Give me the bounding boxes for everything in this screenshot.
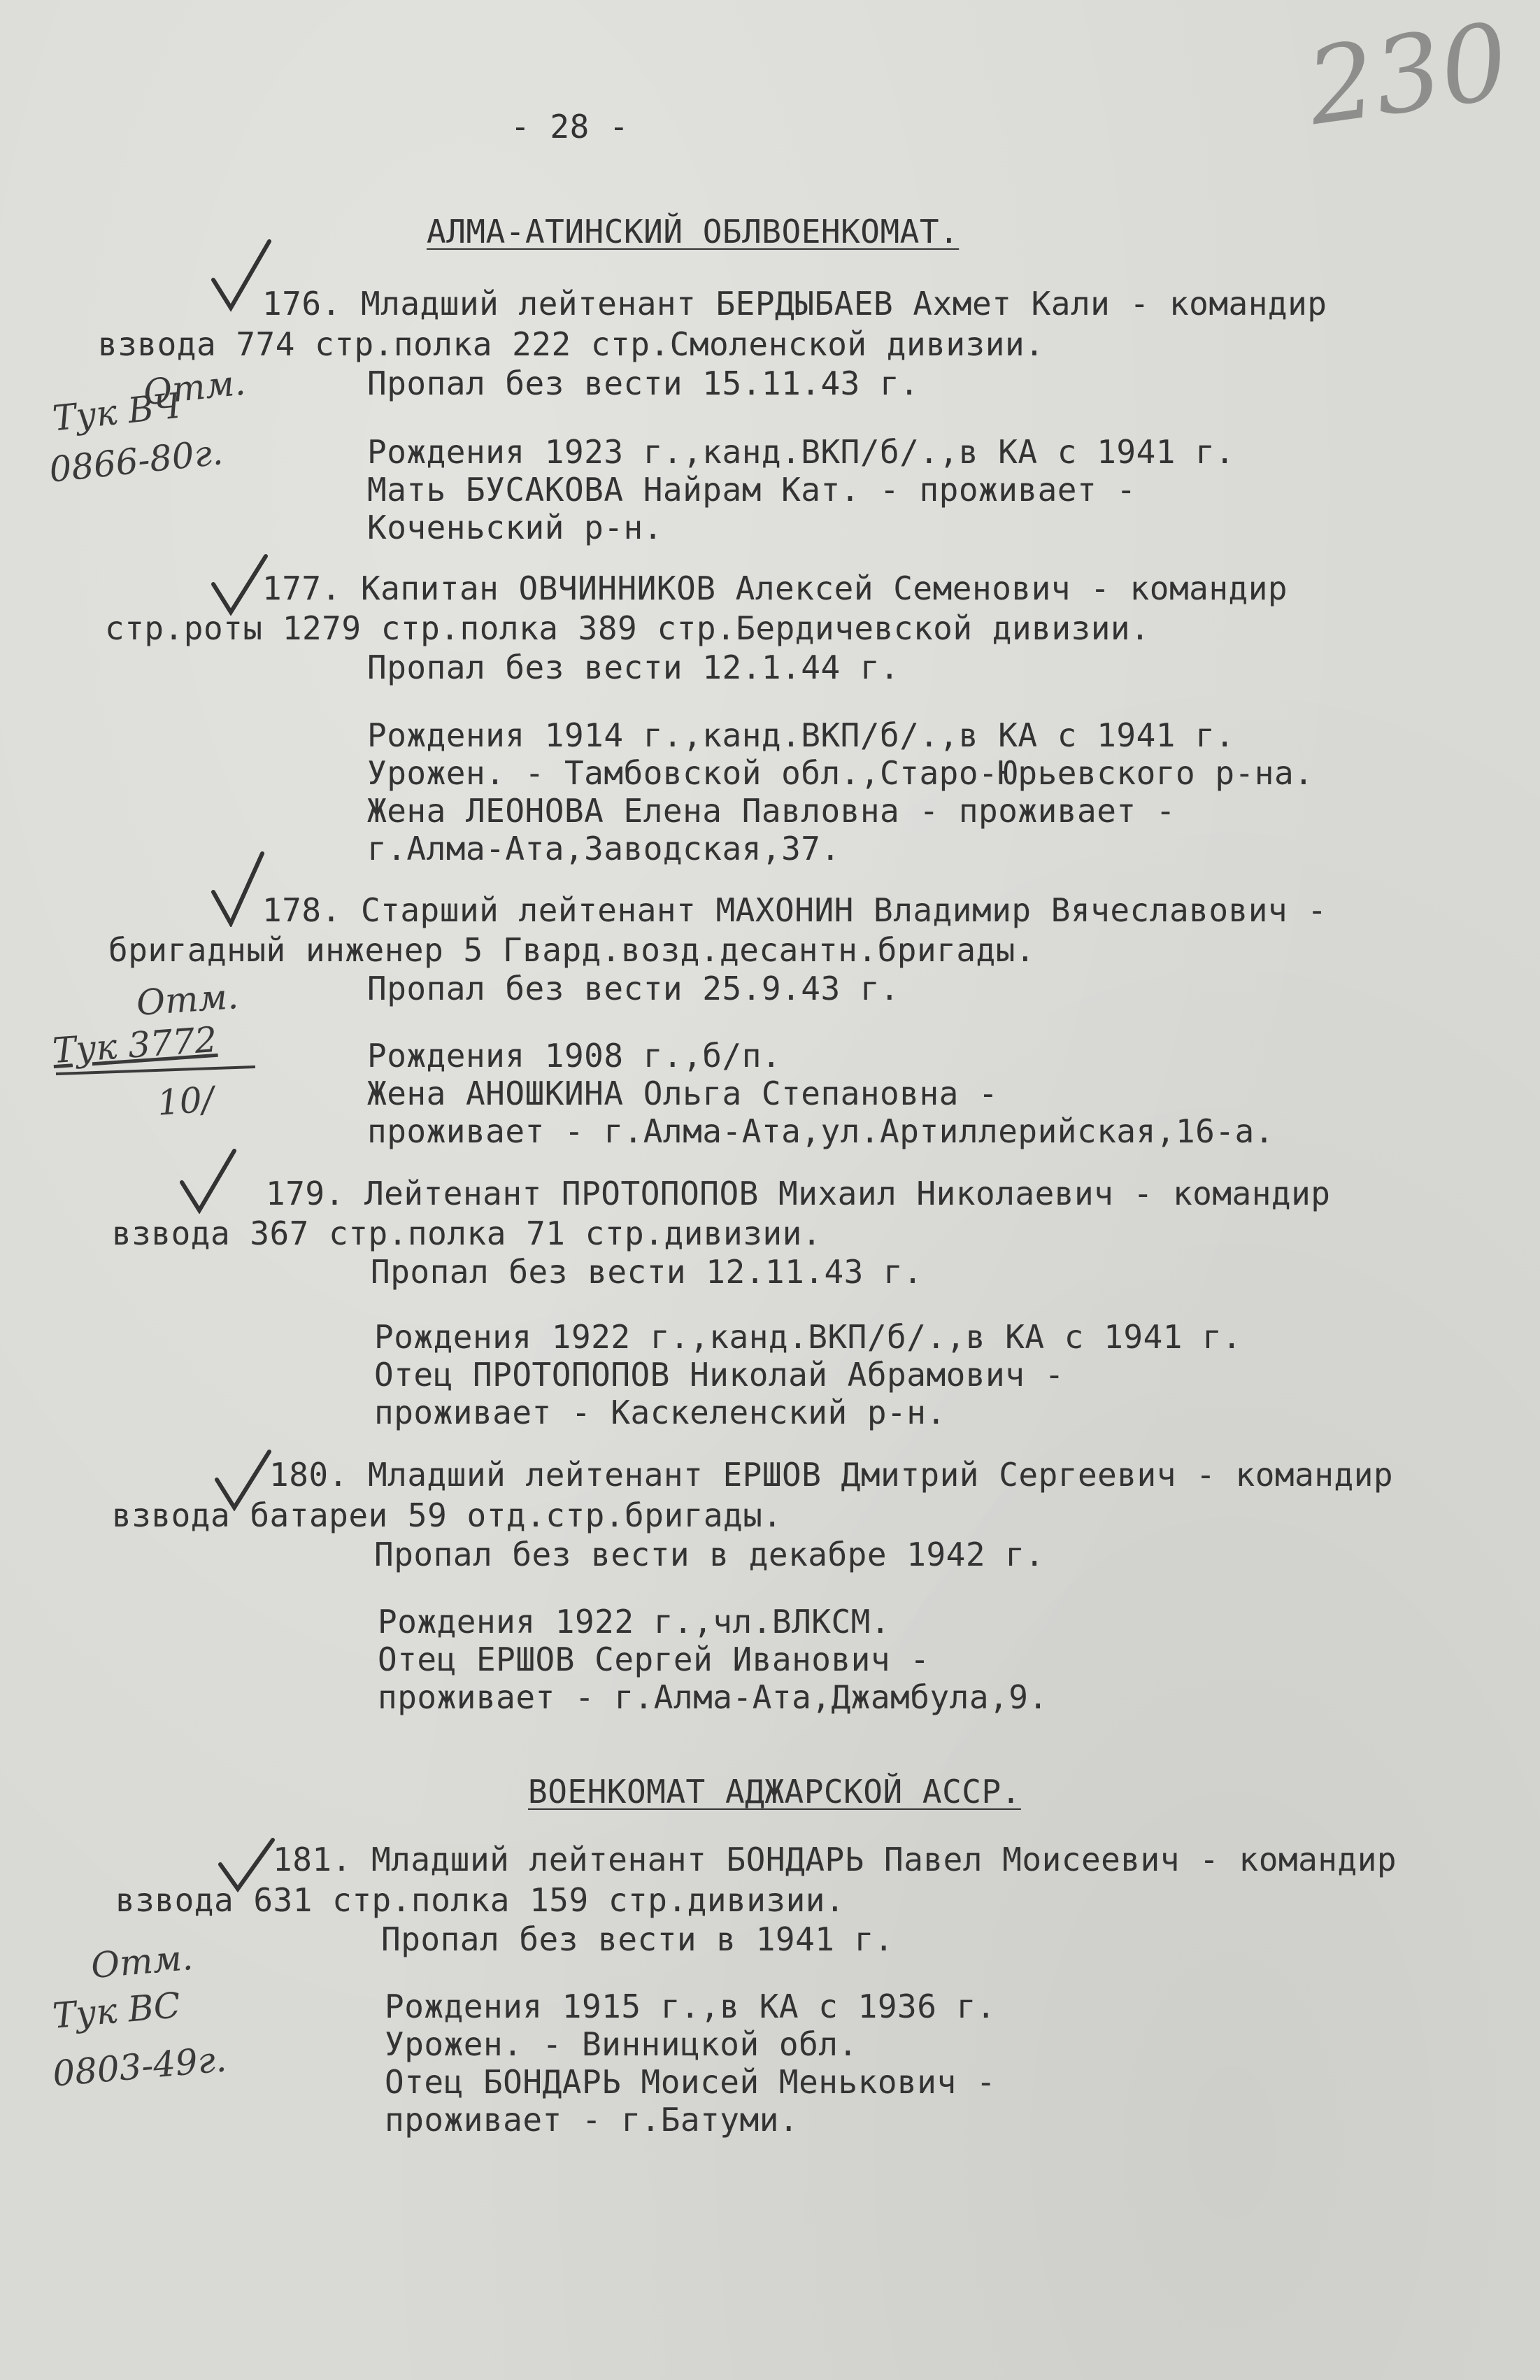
entry-detail: Рождения 1923 г.,канд.ВКП/б/.,в КА с 1941 г. bbox=[367, 433, 1235, 471]
entry-detail: г.Алма-Ата,Заводская,37. bbox=[367, 830, 841, 867]
entry-detail: Мать БУСАКОВА Найрам Кат. - проживает - bbox=[367, 471, 1136, 509]
entry-detail: Отец БОНДАРЬ Моисей Менькович - bbox=[385, 2063, 997, 2101]
entry-missing: Пропал без вести в декабре 1942 г. bbox=[374, 1536, 1045, 1573]
entry-line2: взвода 367 стр.полка 71 стр.дивизии. bbox=[112, 1214, 822, 1252]
entry-detail: Отец ПРОТОПОПОВ Николай Абрамович - bbox=[374, 1356, 1064, 1394]
entry-detail: проживает - г.Батуми. bbox=[385, 2101, 799, 2139]
margin-note: Отм. bbox=[141, 362, 248, 413]
entry-detail: Жена ЛЕОНОВА Елена Павловна - проживает - bbox=[367, 792, 1176, 830]
margin-note: Отм. bbox=[135, 975, 240, 1024]
entry-line2: взвода 631 стр.полка 159 стр.дивизии. bbox=[115, 1881, 846, 1919]
entry-detail: Отец ЕРШОВ Сергей Иванович - bbox=[378, 1641, 930, 1678]
entry-missing: Пропал без вести 12.1.44 г. bbox=[367, 649, 900, 686]
entry-line1: 181. Младший лейтенант БОНДАРЬ Павел Моисеевич - командир bbox=[273, 1841, 1397, 1878]
entry-detail: проживает - Каскеленский р-н. bbox=[374, 1394, 946, 1431]
entry-detail: Рождения 1908 г.,б/п. bbox=[367, 1037, 782, 1075]
note-underline bbox=[52, 1063, 262, 1077]
margin-note: Тук 3772 bbox=[51, 1019, 219, 1072]
check-mark-icon bbox=[210, 238, 273, 315]
check-mark-icon bbox=[178, 1147, 241, 1214]
entry-line2: бригадный инженер 5 Гвард.возд.десантн.бригады. bbox=[108, 931, 1036, 969]
entry-detail: Рождения 1914 г.,канд.ВКП/б/.,в КА с 1941 г. bbox=[367, 716, 1235, 754]
entry-detail: проживает - г.Алма-Ата,ул.Артиллерийская,16-а. bbox=[367, 1112, 1274, 1150]
entry-line1: 179. Лейтенант ПРОТОПОПОВ Михаил Николаевич - командир bbox=[266, 1175, 1331, 1212]
entry-detail: Урожен. - Тамбовской обл.,Старо-Юрьевского р-на. bbox=[367, 754, 1314, 792]
entry-detail: Рождения 1922 г.,чл.ВЛКСМ. bbox=[378, 1603, 891, 1641]
margin-note: Тук ВЧ bbox=[50, 385, 183, 439]
check-mark-icon bbox=[217, 1836, 280, 1892]
entry-line1: 177. Капитан ОВЧИННИКОВ Алексей Семенович - командир bbox=[262, 569, 1288, 607]
entry-line1: 178. Старший лейтенант МАХОНИН Владимир Вячеславович - bbox=[262, 891, 1327, 929]
check-mark-icon bbox=[210, 553, 273, 616]
page-number: - 28 - bbox=[511, 108, 629, 146]
section-title: АЛМА-АТИНСКИЙ ОБЛВОЕНКОМАТ. bbox=[427, 213, 960, 250]
entry-missing: Пропал без вести 25.9.43 г. bbox=[367, 970, 900, 1007]
margin-note: Тук ВС bbox=[50, 1985, 183, 2037]
entry-line2: стр.роты 1279 стр.полка 389 стр.Бердичевской дивизии. bbox=[105, 609, 1150, 647]
entry-detail: Рождения 1922 г.,канд.ВКП/б/.,в КА с 1941 г. bbox=[374, 1318, 1242, 1356]
entry-line2: взвода 774 стр.полка 222 стр.Смоленской дивизии. bbox=[98, 325, 1045, 363]
entry-detail: Жена АНОШКИНА Ольга Степановна - bbox=[367, 1075, 999, 1112]
margin-note: 0866-80г. bbox=[47, 432, 225, 490]
section-title: ВОЕНКОМАТ АДЖАРСКОЙ АССР. bbox=[528, 1773, 1021, 1811]
check-mark-icon bbox=[213, 1448, 276, 1511]
entry-missing: Пропал без вести в 1941 г. bbox=[381, 1920, 894, 1958]
margin-note: 10/ bbox=[156, 1079, 215, 1124]
entry-detail: Коченьский р-н. bbox=[367, 509, 663, 546]
entry-line2: взвода батареи 59 отд.стр.бригады. bbox=[112, 1496, 783, 1534]
entry-missing: Пропал без вести 15.11.43 г. bbox=[367, 364, 920, 402]
entry-detail: Рождения 1915 г.,в КА с 1936 г. bbox=[385, 1988, 997, 2025]
archive-page-number: 230 bbox=[1300, 0, 1516, 150]
margin-note: Отм. bbox=[89, 1936, 195, 1987]
entry-detail: проживает - г.Алма-Ата,Джамбула,9. bbox=[378, 1678, 1048, 1716]
entry-detail: Урожен. - Винницкой обл. bbox=[385, 2025, 858, 2063]
entry-line1: 180. Младший лейтенант ЕРШОВ Дмитрий Сергеевич - командир bbox=[269, 1456, 1394, 1494]
entry-missing: Пропал без вести 12.11.43 г. bbox=[371, 1253, 923, 1291]
check-mark-icon bbox=[210, 850, 266, 927]
entry-line1: 176. Младший лейтенант БЕРДЫБАЕВ Ахмет Кали - командир bbox=[262, 285, 1327, 323]
margin-note: 0803-49г. bbox=[50, 2039, 228, 2095]
